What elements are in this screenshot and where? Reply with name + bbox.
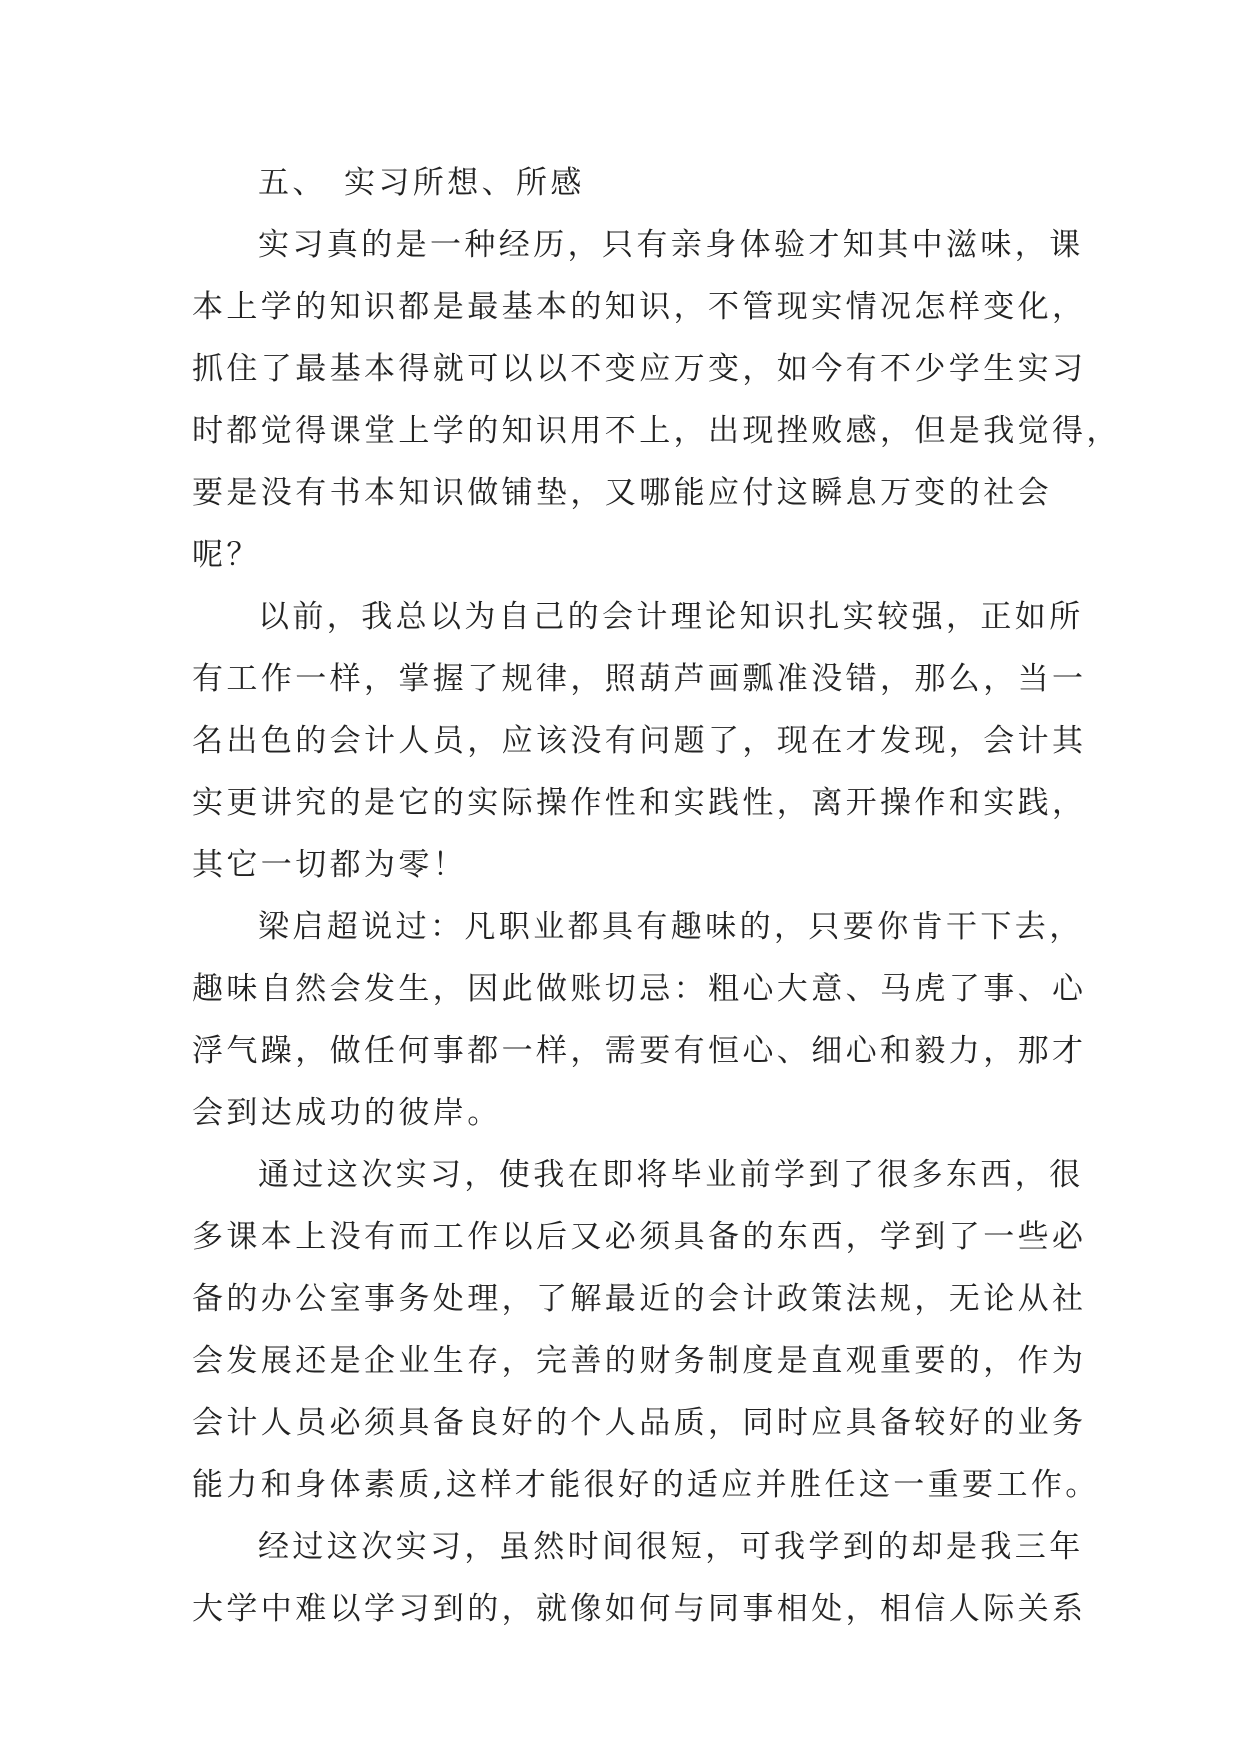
- paragraph-line: 会发展还是企业生存，完善的财务制度是直观重要的，作为: [192, 1343, 1087, 1379]
- paragraph-line: 能力和身体素质,这样才能很好的适应并胜任这一重要工作。: [192, 1467, 1100, 1503]
- paragraph-line: 浮气躁，做任何事都一样，需要有恒心、细心和毅力，那才: [192, 1033, 1087, 1069]
- paragraph: [192, 1144, 1100, 1516]
- paragraph-line: 本上学的知识都是最基本的知识，不管现实情况怎样变化，: [192, 289, 1087, 325]
- paragraph-line: 抓住了最基本得就可以以不变应万变，如今有不少学生实习: [192, 351, 1087, 387]
- paragraph-line: 趣味自然会发生，因此做账切忌：粗心大意、马虎了事、心: [192, 971, 1087, 1007]
- paragraph-line: 要是没有书本知识做铺垫，又哪能应付这瞬息万变的社会: [192, 475, 1052, 511]
- paragraph: [192, 214, 1121, 586]
- paragraph-line: 大学中难以学习到的，就像如何与同事相处，相信人际关系: [192, 1591, 1087, 1627]
- paragraph-line: 时都觉得课堂上学的知识用不上，出现挫败感，但是我觉得，: [192, 413, 1121, 449]
- paragraph-line: 实习真的是一种经历，只有亲身体验才知其中滋味，课: [258, 227, 1084, 263]
- paragraph: [192, 586, 1087, 896]
- paragraph-line: 通过这次实习，使我在即将毕业前学到了很多东西，很: [258, 1157, 1084, 1193]
- paragraph: [192, 1516, 1087, 1640]
- document-body: [192, 152, 1121, 1640]
- paragraph-line: 经过这次实习，虽然时间很短，可我学到的却是我三年: [258, 1529, 1084, 1565]
- paragraph-line: 有工作一样，掌握了规律，照葫芦画瓢准没错，那么，当一: [192, 661, 1087, 697]
- paragraph-line: 会计人员必须具备良好的个人品质，同时应具备较好的业务: [192, 1405, 1087, 1441]
- section-heading: [192, 152, 1072, 214]
- paragraph-line: 会到达成功的彼岸。: [192, 1095, 502, 1131]
- section-title: 实习所想、所感: [344, 165, 585, 201]
- section-number: 五、: [258, 165, 327, 201]
- paragraph-line: 实更讲究的是它的实际操作性和实践性，离开操作和实践，: [192, 785, 1087, 821]
- paragraph-line: 备的办公室事务处理，了解最近的会计政策法规，无论从社: [192, 1281, 1087, 1317]
- paragraph: [192, 896, 1087, 1144]
- paragraph-line: 梁启超说过：凡职业都具有趣味的，只要你肯干下去，: [258, 909, 1084, 945]
- paragraph-line: 以前，我总以为自己的会计理论知识扎实较强，正如所: [258, 599, 1084, 635]
- paragraph-line: 多课本上没有而工作以后又必须具备的东西，学到了一些必: [192, 1219, 1087, 1255]
- paragraph-line: 名出色的会计人员，应该没有问题了，现在才发现，会计其: [192, 723, 1087, 759]
- paragraph-line: 其它一切都为零！: [192, 847, 468, 883]
- paragraph-line: 呢？: [192, 537, 261, 573]
